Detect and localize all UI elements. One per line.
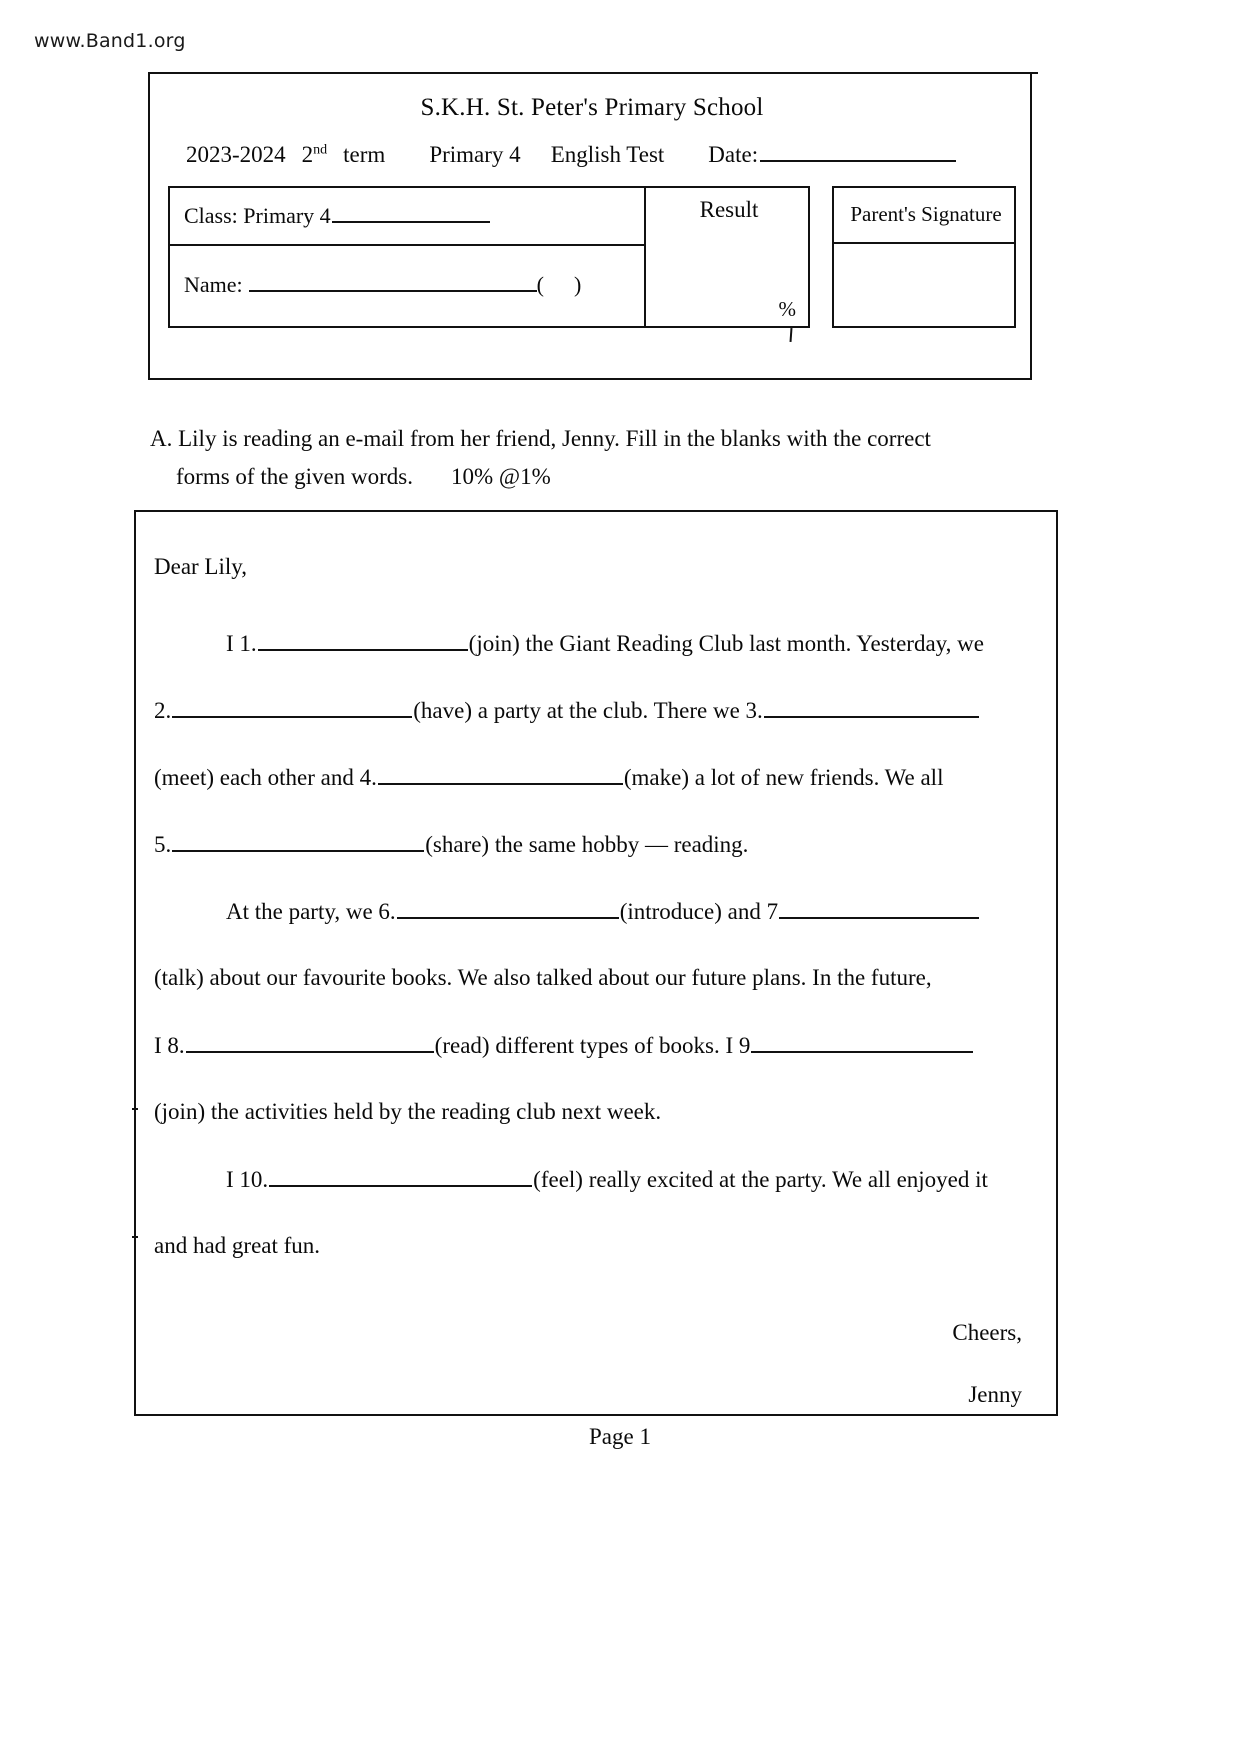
- section-a-instruction: [150, 420, 1050, 496]
- email-line-5-pre: At the party, we 6.: [226, 899, 396, 924]
- section-a-instruction-line2-text: forms of the given words.: [176, 464, 413, 489]
- scan-artefact-nick-left-upper: [132, 1108, 138, 1110]
- subject-label: English Test: [550, 142, 665, 167]
- email-line-1-pre: I 1.: [226, 631, 257, 656]
- name-input-rule[interactable]: [249, 275, 537, 292]
- email-line-1-post: (join) the Giant Reading Club last month. Yesterday, we: [468, 631, 984, 656]
- section-a-instruction-line2: [150, 458, 1050, 496]
- email-closing: Cheers,: [952, 1320, 1022, 1345]
- answer-blank-8[interactable]: [186, 1032, 434, 1053]
- class-input-rule[interactable]: [332, 206, 490, 223]
- answer-blank-5[interactable]: [172, 831, 424, 852]
- email-line-2-pre: 2.: [154, 698, 172, 723]
- term-number: 2: [301, 142, 314, 167]
- email-line-6: [154, 965, 1044, 1032]
- email-line-7: [154, 1032, 1044, 1099]
- exam-header-box: [148, 72, 1032, 380]
- date-label: Date:: [708, 142, 759, 167]
- email-line-4: [154, 831, 1044, 898]
- email-line-10-text: and had great fun.: [154, 1233, 321, 1258]
- email-line-2-mid: (have) a party at the club. There we 3.: [413, 698, 763, 723]
- email-line-8: [154, 1099, 1044, 1166]
- answer-blank-6[interactable]: [397, 898, 619, 919]
- email-line-3: [154, 764, 1044, 831]
- email-line-7-mid: (read) different types of books. I 9: [434, 1033, 751, 1058]
- answer-blank-4[interactable]: [378, 764, 623, 785]
- name-bracket-close: ): [573, 272, 582, 297]
- email-line-9-pre: I 10.: [226, 1167, 269, 1192]
- class-field-label: Class: Primary 4: [184, 203, 331, 228]
- result-cell: [644, 186, 810, 328]
- email-body: [154, 554, 1044, 1300]
- academic-year: 2023-2024: [186, 142, 286, 167]
- email-signoff: [952, 1302, 1022, 1426]
- identification-grid: [168, 186, 1016, 328]
- term-ordinal-suffix: nd: [313, 142, 328, 158]
- class-cell: [168, 186, 646, 246]
- email-line-7-pre: I 8.: [154, 1033, 185, 1058]
- email-line-9: [154, 1166, 1044, 1233]
- percent-symbol: %: [778, 297, 796, 321]
- email-line-8-text: (join) the activities held by the reading club next week.: [154, 1099, 662, 1124]
- page-number: Page 1: [589, 1424, 651, 1449]
- email-line-2: [154, 697, 1044, 764]
- email-salutation: Dear Lily,: [154, 554, 248, 579]
- name-field: [184, 272, 581, 298]
- name-cell: [168, 244, 646, 328]
- name-bracket-open: (: [536, 272, 544, 297]
- parent-signature-label: Parent's Signature: [850, 202, 1002, 226]
- term-word: term: [343, 142, 386, 167]
- class-field: [184, 203, 490, 229]
- email-line-6-text: (talk) about our favourite books. We also talked about our future plans. In the future,: [154, 965, 932, 990]
- email-line-1: [154, 630, 1044, 697]
- answer-blank-10[interactable]: [269, 1166, 532, 1187]
- name-field-label: Name:: [184, 272, 243, 297]
- exam-meta-line: [186, 142, 1016, 168]
- section-a-marks: 10% @1%: [451, 464, 551, 489]
- parent-signature-header-cell: [832, 186, 1016, 244]
- email-line-4-post: (share) the same hobby — reading.: [425, 832, 749, 857]
- answer-blank-2[interactable]: [172, 697, 412, 718]
- site-watermark: www.Band1.org: [34, 30, 186, 52]
- email-line-9-post: (feel) really excited at the party. We all enjoyed it: [533, 1167, 988, 1192]
- email-signature: Jenny: [968, 1382, 1022, 1407]
- email-line-3-pre: (meet) each other and 4.: [154, 765, 377, 790]
- answer-blank-9[interactable]: [751, 1032, 973, 1053]
- section-a-instruction-line1: A. Lily is reading an e-mail from her friend, Jenny. Fill in the blanks with the correct: [150, 426, 931, 451]
- answer-blank-3[interactable]: [764, 697, 979, 718]
- date-input-rule[interactable]: [760, 143, 956, 162]
- school-name: S.K.H. St. Peter's Primary School: [420, 94, 764, 121]
- parent-signature-blank-cell[interactable]: [832, 242, 1016, 328]
- email-line-10: [154, 1233, 1044, 1300]
- scan-artefact-nick-left-lower: [132, 1236, 138, 1238]
- email-line-3-post: (make) a lot of new friends. We all: [623, 765, 944, 790]
- email-salutation-line: [154, 554, 1044, 630]
- email-passage-box: [134, 510, 1058, 1416]
- email-line-4-pre: 5.: [154, 832, 172, 857]
- email-line-5: [154, 898, 1044, 965]
- answer-blank-1[interactable]: [258, 630, 468, 651]
- answer-blank-7[interactable]: [779, 898, 979, 919]
- level-label: Primary 4: [429, 142, 521, 167]
- result-label: Result: [699, 197, 759, 222]
- email-line-5-mid: (introduce) and 7: [619, 899, 779, 924]
